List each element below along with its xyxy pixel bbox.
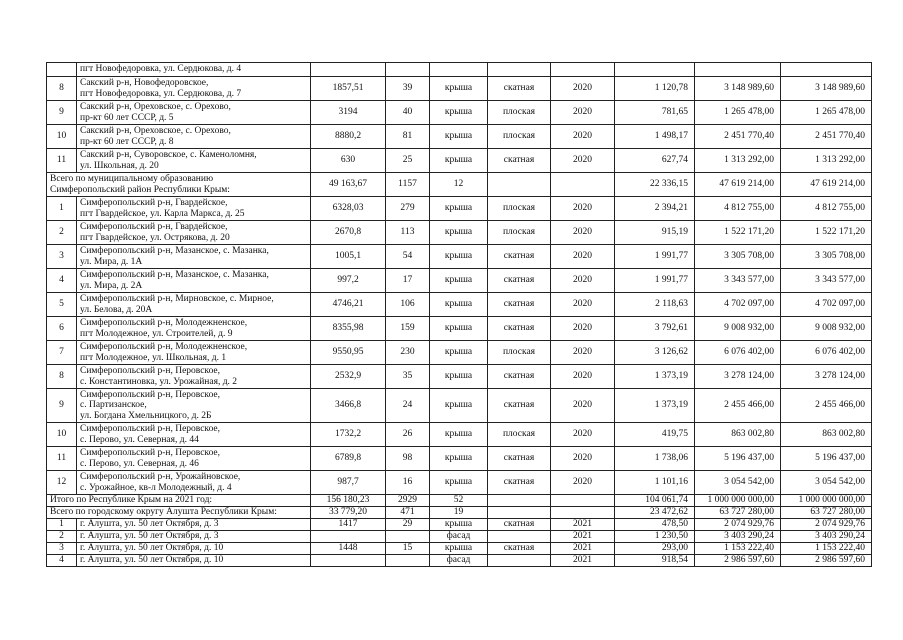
row-number-cell: 10: [47, 125, 77, 149]
area-cell: 997,2: [311, 269, 386, 293]
flats-cell: 159: [386, 317, 430, 341]
volume-cell: 1 991,77: [615, 245, 695, 269]
roof-type-cell: [488, 495, 551, 507]
total-label-cell: Всего по муниципальному образованию Симферопольский район Республики Крым:: [47, 173, 311, 197]
roof-type-cell: плоская: [488, 101, 551, 125]
roof-type-cell: скатная: [488, 293, 551, 317]
cost-cell: 2 451 770,40: [695, 125, 781, 149]
row-number-cell: 12: [47, 471, 77, 495]
element-cell: крыша: [430, 197, 488, 221]
total-cost-cell: 1 522 171,20: [781, 221, 872, 245]
year-cell: 2020: [551, 77, 615, 101]
total-cost-cell: [781, 63, 872, 77]
cost-cell: 1 522 171,20: [695, 221, 781, 245]
volume-cell: 3 792,61: [615, 317, 695, 341]
element-cell: крыша: [430, 389, 488, 423]
volume-cell: 1 120,78: [615, 77, 695, 101]
address-cell: Сакский р-н, Ореховское, с. Орехово, пр-кт 60 лет СССР, д. 8: [77, 125, 311, 149]
flats-cell: 98: [386, 447, 430, 471]
row-number-cell: 8: [47, 365, 77, 389]
flats-cell: [386, 63, 430, 77]
roof-type-cell: скатная: [488, 519, 551, 531]
area-cell: 2670,8: [311, 221, 386, 245]
year-cell: 2020: [551, 269, 615, 293]
table-row: [47, 245, 872, 269]
row-number-cell: 11: [47, 149, 77, 173]
table-row: [47, 197, 872, 221]
cost-cell: 2 986 597,60: [695, 555, 781, 567]
cost-cell: 3 343 577,00: [695, 269, 781, 293]
table-row: [47, 125, 872, 149]
total-cost-cell: 4 702 097,00: [781, 293, 872, 317]
year-cell: 2020: [551, 245, 615, 269]
table-row: [47, 63, 872, 77]
roof-type-cell: [488, 555, 551, 567]
table-row: [47, 365, 872, 389]
volume-cell: 1 373,19: [615, 389, 695, 423]
address-cell: Симферопольский р-н, Перовское, с. Партизанское, ул. Богдана Хмельницкого, д. 2Б: [77, 389, 311, 423]
row-number-cell: 9: [47, 101, 77, 125]
area-cell: 1732,2: [311, 423, 386, 447]
element-cell: крыша: [430, 221, 488, 245]
total-label-cell: Итого по Республике Крым на 2021 год:: [47, 495, 311, 507]
cost-cell: 3 305 708,00: [695, 245, 781, 269]
area-cell: 987,7: [311, 471, 386, 495]
address-cell: пгт Новофедоровка, ул. Сердюкова, д. 4: [77, 63, 311, 77]
table-total-row: [47, 495, 872, 507]
cost-cell: 4 812 755,00: [695, 197, 781, 221]
year-cell: 2020: [551, 471, 615, 495]
flats-cell: [386, 531, 430, 543]
element-cell: крыша: [430, 101, 488, 125]
roof-type-cell: скатная: [488, 471, 551, 495]
year-cell: 2020: [551, 101, 615, 125]
element-cell: 19: [430, 507, 488, 519]
flats-cell: 17: [386, 269, 430, 293]
area-cell: 3466,8: [311, 389, 386, 423]
table-row: [47, 447, 872, 471]
cost-cell: 3 403 290,24: [695, 531, 781, 543]
table-total-row: [47, 173, 872, 197]
flats-cell: 16: [386, 471, 430, 495]
address-cell: Симферопольский р-н, Мазанское, с. Мазанка, ул. Мира, д. 2А: [77, 269, 311, 293]
element-cell: 12: [430, 173, 488, 197]
element-cell: крыша: [430, 447, 488, 471]
cost-cell: 1 265 478,00: [695, 101, 781, 125]
area-cell: 1857,51: [311, 77, 386, 101]
year-cell: 2020: [551, 197, 615, 221]
table-row: [47, 149, 872, 173]
total-cost-cell: 6 076 402,00: [781, 341, 872, 365]
roof-type-cell: скатная: [488, 269, 551, 293]
flats-cell: 230: [386, 341, 430, 365]
row-number-cell: 4: [47, 555, 77, 567]
repair-program-table: [46, 62, 872, 567]
volume-cell: 478,50: [615, 519, 695, 531]
element-cell: крыша: [430, 543, 488, 555]
year-cell: 2020: [551, 365, 615, 389]
cost-cell: 3 148 989,60: [695, 77, 781, 101]
cost-cell: [695, 63, 781, 77]
volume-cell: 104 061,74: [615, 495, 695, 507]
cost-cell: 3 054 542,00: [695, 471, 781, 495]
table-row: [47, 101, 872, 125]
roof-type-cell: скатная: [488, 365, 551, 389]
flats-cell: 279: [386, 197, 430, 221]
table-row: [47, 293, 872, 317]
element-cell: крыша: [430, 293, 488, 317]
flats-cell: 26: [386, 423, 430, 447]
element-cell: крыша: [430, 125, 488, 149]
roof-type-cell: плоская: [488, 197, 551, 221]
area-cell: 6789,8: [311, 447, 386, 471]
area-cell: 8880,2: [311, 125, 386, 149]
area-cell: 1448: [311, 543, 386, 555]
address-cell: Симферопольский р-н, Перовское, с. Перово, ул. Северная, д. 44: [77, 423, 311, 447]
total-cost-cell: 9 008 932,00: [781, 317, 872, 341]
cost-cell: 863 002,80: [695, 423, 781, 447]
row-number-cell: 1: [47, 197, 77, 221]
area-cell: 33 779,20: [311, 507, 386, 519]
address-cell: Симферопольский р-н, Мирновское, с. Мирное, ул. Белова, д. 20А: [77, 293, 311, 317]
cost-cell: 5 196 437,00: [695, 447, 781, 471]
table-row: [47, 555, 872, 567]
flats-cell: 2929: [386, 495, 430, 507]
table-row: [47, 77, 872, 101]
element-cell: крыша: [430, 149, 488, 173]
roof-type-cell: скатная: [488, 447, 551, 471]
row-number-cell: 4: [47, 269, 77, 293]
cost-cell: 3 278 124,00: [695, 365, 781, 389]
element-cell: крыша: [430, 471, 488, 495]
year-cell: 2020: [551, 293, 615, 317]
area-cell: [311, 555, 386, 567]
area-cell: 156 180,23: [311, 495, 386, 507]
total-cost-cell: 2 074 929,76: [781, 519, 872, 531]
year-cell: 2020: [551, 221, 615, 245]
area-cell: 3194: [311, 101, 386, 125]
flats-cell: 25: [386, 149, 430, 173]
area-cell: 8355,98: [311, 317, 386, 341]
table-row: [47, 269, 872, 293]
element-cell: крыша: [430, 317, 488, 341]
element-cell: крыша: [430, 77, 488, 101]
roof-type-cell: скатная: [488, 149, 551, 173]
address-cell: Симферопольский р-н, Гвардейское, пгт Гвардейское, ул. Карла Маркса, д. 25: [77, 197, 311, 221]
flats-cell: 471: [386, 507, 430, 519]
element-cell: крыша: [430, 245, 488, 269]
roof-type-cell: [488, 531, 551, 543]
roof-type-cell: скатная: [488, 543, 551, 555]
total-cost-cell: 5 196 437,00: [781, 447, 872, 471]
row-number-cell: 8: [47, 77, 77, 101]
total-cost-cell: 3 305 708,00: [781, 245, 872, 269]
volume-cell: 2 118,63: [615, 293, 695, 317]
flats-cell: 113: [386, 221, 430, 245]
cost-cell: 1 313 292,00: [695, 149, 781, 173]
address-cell: Симферопольский р-н, Перовское, с. Перово, ул. Северная, д. 46: [77, 447, 311, 471]
table-row: [47, 389, 872, 423]
year-cell: 2021: [551, 555, 615, 567]
element-cell: крыша: [430, 423, 488, 447]
area-cell: [311, 63, 386, 77]
address-cell: Симферопольский р-н, Урожайновское, с. Урожайное, кв-л Молодежный, д. 4: [77, 471, 311, 495]
row-number-cell: 3: [47, 543, 77, 555]
address-cell: Симферопольский р-н, Гвардейское, пгт Гвардейское, ул. Острякова, д. 20: [77, 221, 311, 245]
year-cell: 2021: [551, 519, 615, 531]
volume-cell: 419,75: [615, 423, 695, 447]
flats-cell: 35: [386, 365, 430, 389]
address-cell: Симферопольский р-н, Молодежненское, пгт Молодежное, ул. Школьная, д. 1: [77, 341, 311, 365]
total-cost-cell: 2 451 770,40: [781, 125, 872, 149]
year-cell: 2020: [551, 149, 615, 173]
cost-cell: 6 076 402,00: [695, 341, 781, 365]
volume-cell: 918,54: [615, 555, 695, 567]
row-number-cell: 11: [47, 447, 77, 471]
roof-type-cell: плоская: [488, 341, 551, 365]
year-cell: 2021: [551, 543, 615, 555]
volume-cell: 1 230,50: [615, 531, 695, 543]
flats-cell: 39: [386, 77, 430, 101]
table-row: [47, 317, 872, 341]
address-cell: г. Алушта, ул. 50 лет Октября, д. 3: [77, 519, 311, 531]
total-cost-cell: 63 727 280,00: [781, 507, 872, 519]
row-number-cell: 6: [47, 317, 77, 341]
volume-cell: 1 738,06: [615, 447, 695, 471]
year-cell: [551, 507, 615, 519]
area-cell: 4746,21: [311, 293, 386, 317]
cost-cell: 1 153 222,40: [695, 543, 781, 555]
address-cell: Симферопольский р-н, Молодежненское, пгт Молодежное, ул. Строителей, д. 9: [77, 317, 311, 341]
table-row: [47, 543, 872, 555]
total-cost-cell: 4 812 755,00: [781, 197, 872, 221]
area-cell: 1417: [311, 519, 386, 531]
volume-cell: 1 991,77: [615, 269, 695, 293]
roof-type-cell: плоская: [488, 221, 551, 245]
roof-type-cell: [488, 507, 551, 519]
year-cell: 2020: [551, 389, 615, 423]
total-cost-cell: 2 455 466,00: [781, 389, 872, 423]
volume-cell: [615, 63, 695, 77]
year-cell: [551, 173, 615, 197]
roof-type-cell: плоская: [488, 423, 551, 447]
row-number-cell: 7: [47, 341, 77, 365]
element-cell: крыша: [430, 269, 488, 293]
roof-type-cell: скатная: [488, 77, 551, 101]
year-cell: 2020: [551, 447, 615, 471]
total-cost-cell: 1 265 478,00: [781, 101, 872, 125]
address-cell: г. Алушта, ул. 50 лет Октября, д. 10: [77, 543, 311, 555]
roof-type-cell: скатная: [488, 389, 551, 423]
row-number-cell: 2: [47, 531, 77, 543]
element-cell: фасад: [430, 531, 488, 543]
total-cost-cell: 2 986 597,60: [781, 555, 872, 567]
address-cell: Симферопольский р-н, Мазанское, с. Мазанка, ул. Мира, д. 1А: [77, 245, 311, 269]
total-cost-cell: 3 054 542,00: [781, 471, 872, 495]
address-cell: г. Алушта, ул. 50 лет Октября, д. 10: [77, 555, 311, 567]
row-number-cell: [47, 63, 77, 77]
total-label-cell: Всего по городскому округу Алушта Республики Крым:: [47, 507, 311, 519]
total-cost-cell: 3 148 989,60: [781, 77, 872, 101]
year-cell: 2021: [551, 531, 615, 543]
table-row: [47, 221, 872, 245]
volume-cell: 23 472,62: [615, 507, 695, 519]
year-cell: 2020: [551, 423, 615, 447]
cost-cell: 9 008 932,00: [695, 317, 781, 341]
total-cost-cell: 3 403 290,24: [781, 531, 872, 543]
address-cell: Сакский р-н, Суворовское, с. Каменоломня, ул. Школьная, д. 20: [77, 149, 311, 173]
flats-cell: 40: [386, 101, 430, 125]
area-cell: 1005,1: [311, 245, 386, 269]
area-cell: [311, 531, 386, 543]
element-cell: [430, 63, 488, 77]
table-total-row: [47, 507, 872, 519]
element-cell: фасад: [430, 555, 488, 567]
cost-cell: 47 619 214,00: [695, 173, 781, 197]
area-cell: 630: [311, 149, 386, 173]
area-cell: 6328,03: [311, 197, 386, 221]
year-cell: [551, 63, 615, 77]
flats-cell: 81: [386, 125, 430, 149]
area-cell: 9550,95: [311, 341, 386, 365]
flats-cell: 106: [386, 293, 430, 317]
row-number-cell: 1: [47, 519, 77, 531]
volume-cell: 1 498,17: [615, 125, 695, 149]
roof-type-cell: [488, 63, 551, 77]
volume-cell: 1 373,19: [615, 365, 695, 389]
row-number-cell: 10: [47, 423, 77, 447]
cost-cell: 2 074 929,76: [695, 519, 781, 531]
area-cell: 2532,9: [311, 365, 386, 389]
table-body: [47, 63, 872, 567]
flats-cell: 15: [386, 543, 430, 555]
table-row: [47, 531, 872, 543]
table-row: [47, 519, 872, 531]
element-cell: крыша: [430, 519, 488, 531]
roof-type-cell: плоская: [488, 125, 551, 149]
volume-cell: 627,74: [615, 149, 695, 173]
volume-cell: 293,00: [615, 543, 695, 555]
volume-cell: 2 394,21: [615, 197, 695, 221]
volume-cell: 3 126,62: [615, 341, 695, 365]
volume-cell: 781,65: [615, 101, 695, 125]
cost-cell: 1 000 000 000,00: [695, 495, 781, 507]
table-row: [47, 423, 872, 447]
year-cell: 2020: [551, 341, 615, 365]
volume-cell: 22 336,15: [615, 173, 695, 197]
cost-cell: 63 727 280,00: [695, 507, 781, 519]
row-number-cell: 5: [47, 293, 77, 317]
volume-cell: 1 101,16: [615, 471, 695, 495]
roof-type-cell: скатная: [488, 245, 551, 269]
element-cell: крыша: [430, 365, 488, 389]
table-row: [47, 471, 872, 495]
total-cost-cell: 47 619 214,00: [781, 173, 872, 197]
address-cell: Сакский р-н, Новофедоровское, пгт Новофедоровка, ул. Сердюкова, д. 7: [77, 77, 311, 101]
area-cell: 49 163,67: [311, 173, 386, 197]
flats-cell: 24: [386, 389, 430, 423]
roof-type-cell: [488, 173, 551, 197]
flats-cell: [386, 555, 430, 567]
cost-cell: 2 455 466,00: [695, 389, 781, 423]
address-cell: г. Алушта, ул. 50 лет Октября, д. 3: [77, 531, 311, 543]
year-cell: 2020: [551, 317, 615, 341]
element-cell: 52: [430, 495, 488, 507]
flats-cell: 1157: [386, 173, 430, 197]
row-number-cell: 9: [47, 389, 77, 423]
row-number-cell: 2: [47, 221, 77, 245]
year-cell: 2020: [551, 125, 615, 149]
total-cost-cell: 1 313 292,00: [781, 149, 872, 173]
roof-type-cell: скатная: [488, 317, 551, 341]
total-cost-cell: 3 278 124,00: [781, 365, 872, 389]
cost-cell: 4 702 097,00: [695, 293, 781, 317]
total-cost-cell: 1 000 000 000,00: [781, 495, 872, 507]
volume-cell: 915,19: [615, 221, 695, 245]
flats-cell: 54: [386, 245, 430, 269]
element-cell: крыша: [430, 341, 488, 365]
total-cost-cell: 863 002,80: [781, 423, 872, 447]
total-cost-cell: 3 343 577,00: [781, 269, 872, 293]
address-cell: Сакский р-н, Ореховское, с. Орехово, пр-кт 60 лет СССР, д. 5: [77, 101, 311, 125]
table-row: [47, 341, 872, 365]
total-cost-cell: 1 153 222,40: [781, 543, 872, 555]
year-cell: [551, 495, 615, 507]
row-number-cell: 3: [47, 245, 77, 269]
address-cell: Симферопольский р-н, Перовское, с. Константиновка, ул. Урожайная, д. 2: [77, 365, 311, 389]
flats-cell: 29: [386, 519, 430, 531]
